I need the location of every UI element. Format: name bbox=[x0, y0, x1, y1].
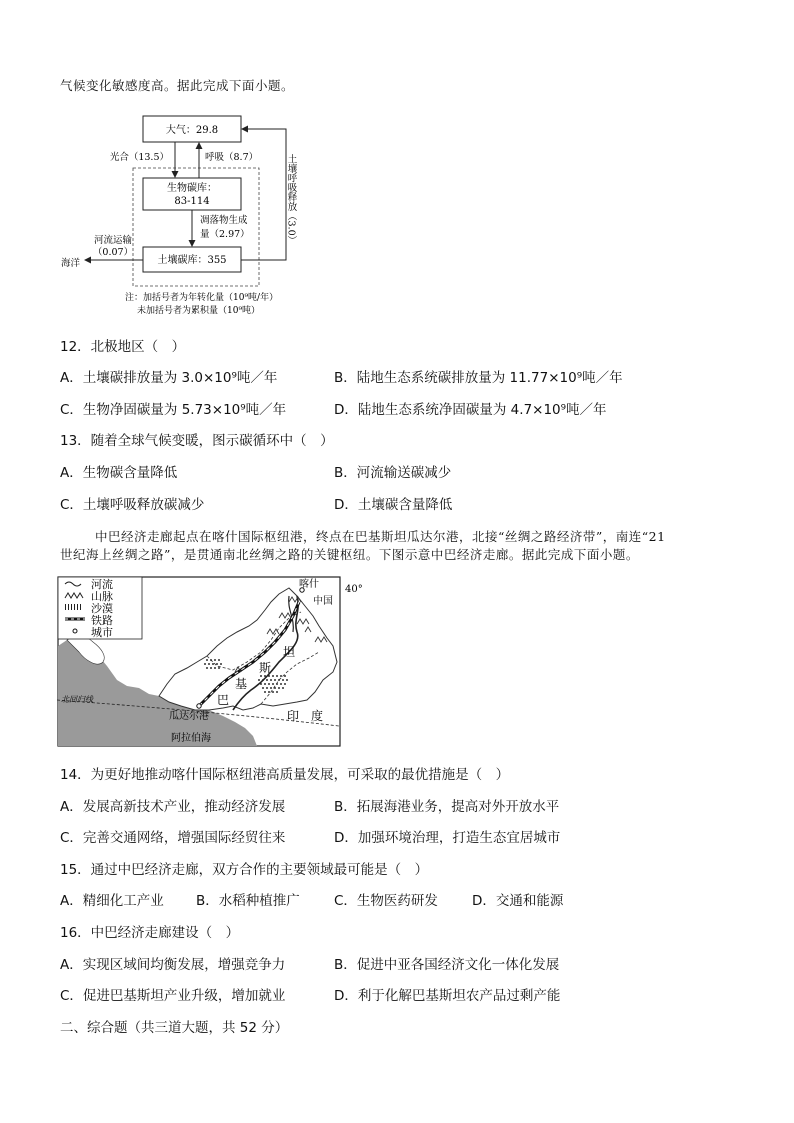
q15-option-a[interactable]: A．精细化工产业 bbox=[60, 893, 164, 909]
bio-pool-label: 生物碳库： bbox=[167, 183, 217, 194]
legend-railway: 铁路 bbox=[91, 614, 113, 627]
q14-option-a[interactable]: A．发展高新技术产业，推动经济发展 bbox=[60, 799, 286, 815]
litter-label-1: 凋落物生成 bbox=[200, 215, 248, 226]
pak-ji: 基 bbox=[235, 677, 248, 691]
q12-option-c[interactable]: C．生物净固碳量为 5.73×10⁹吨／年 bbox=[60, 402, 287, 418]
q16-option-a[interactable]: A．实现区域间均衡发展，增强竞争力 bbox=[60, 957, 286, 973]
river-label-2: （0.07） bbox=[92, 247, 134, 258]
section2-heading: 二、综合题（共三道大题，共 52 分） bbox=[60, 1020, 289, 1036]
note-1: 注：加括号者为年转化量（10⁹吨/年） bbox=[125, 293, 279, 303]
q15-option-d[interactable]: D．交通和能源 bbox=[472, 893, 564, 909]
q13-option-b[interactable]: B．河流输送碳减少 bbox=[334, 465, 452, 481]
legend-city: 城市 bbox=[91, 626, 113, 639]
q15-option-b[interactable]: B．水稻种植推广 bbox=[196, 893, 300, 909]
bio-pool-value: 83-114 bbox=[174, 196, 210, 207]
q12-option-d[interactable]: D．陆地生态系统净固碳量为 4.7×10⁹吨／年 bbox=[334, 402, 607, 418]
river-label-1: 河流运输 bbox=[93, 235, 133, 246]
india-label: 印 度 bbox=[287, 709, 324, 723]
soil-pool-label: 土壤碳库：355 bbox=[157, 255, 227, 266]
ocean-label: 海洋 bbox=[61, 258, 81, 269]
cpec-map bbox=[57, 576, 375, 748]
respiration-label: 呼吸（8.7） bbox=[205, 152, 259, 163]
legend-desert: 沙漠 bbox=[91, 602, 113, 615]
intro2-line2: 世纪海上丝绸之路”，是贯通南北丝绸之路的关键枢纽。下图示意中巴经济走廊。据此完成下面小题。 bbox=[60, 547, 639, 562]
q16-option-c[interactable]: C．促进巴基斯坦产业升级，增加就业 bbox=[60, 988, 286, 1004]
q15-stem: 15．通过中巴经济走廊，双方合作的主要领域最可能是（ ） bbox=[60, 862, 429, 878]
q13-option-c[interactable]: C．土壤呼吸释放碳减少 bbox=[60, 497, 205, 513]
litter-label-2: 量（2.97） bbox=[200, 229, 250, 240]
q13-option-d[interactable]: D．土壤碳含量降低 bbox=[334, 497, 453, 513]
pak-si: 斯 bbox=[259, 661, 272, 675]
q16-stem: 16．中巴经济走廊建设（ ） bbox=[60, 925, 240, 941]
q12-stem: 12．北极地区（ ） bbox=[60, 339, 186, 355]
soil-respiration-label: 土壤呼吸释放（3.0） bbox=[285, 154, 297, 246]
q12-option-b[interactable]: B．陆地生态系统碳排放量为 11.77×10⁹吨／年 bbox=[334, 370, 623, 386]
q14-option-d[interactable]: D．加强环境治理，打造生态宜居城市 bbox=[334, 830, 561, 846]
q13-option-a[interactable]: A．生物碳含量降低 bbox=[60, 465, 178, 481]
q16-option-d[interactable]: D．利于化解巴基斯坦农产品过剩产能 bbox=[334, 988, 561, 1004]
intro2-line1: 中巴经济走廊起点在喀什国际枢纽港，终点在巴基斯坦瓜达尔港，北接“丝绸之路经济带”，南连“21 bbox=[95, 529, 666, 544]
q12-option-a[interactable]: A．土壤碳排放量为 3.0×10⁹吨／年 bbox=[60, 370, 278, 386]
gwadar-label: 瓜达尔港 bbox=[169, 711, 209, 722]
q13-stem: 13．随着全球气候变暖，图示碳循环中（ ） bbox=[60, 433, 334, 449]
photosynthesis-label: 光合（13.5） bbox=[109, 152, 169, 163]
q14-stem: 14．为更好地推动喀什国际枢纽港高质量发展，可采取的最优措施是（ ） bbox=[60, 767, 510, 783]
kashgar-label: 喀什 bbox=[299, 579, 319, 590]
q14-option-c[interactable]: C．完善交通网络，增强国际经贸往来 bbox=[60, 830, 286, 846]
gwadar-city bbox=[197, 704, 201, 708]
intro-text: 气候变化敏感度高。据此完成下面小题。 bbox=[60, 78, 295, 93]
lat40-label: 40° bbox=[345, 584, 363, 595]
arabian-sea-label: 阿拉伯海 bbox=[171, 733, 211, 744]
carbon-cycle-diagram bbox=[55, 110, 315, 320]
pak-tan: 坦 bbox=[283, 645, 296, 659]
tropic-label: 北回归线 bbox=[61, 695, 93, 704]
legend-mountain: 山脉 bbox=[91, 590, 113, 603]
q14-option-b[interactable]: B．拓展海港业务，提高对外开放水平 bbox=[334, 799, 560, 815]
pak-ba: 巴 bbox=[217, 693, 230, 707]
q15-option-c[interactable]: C．生物医药研发 bbox=[334, 893, 438, 909]
china-label: 中国 bbox=[313, 596, 333, 607]
atmosphere-label: 大气：29.8 bbox=[165, 125, 219, 136]
q16-option-b[interactable]: B．促进中亚各国经济文化一体化发展 bbox=[334, 957, 560, 973]
note-2: 未加括号者为累积量（10⁹吨） bbox=[137, 306, 261, 316]
legend-river: 河流 bbox=[91, 578, 113, 591]
